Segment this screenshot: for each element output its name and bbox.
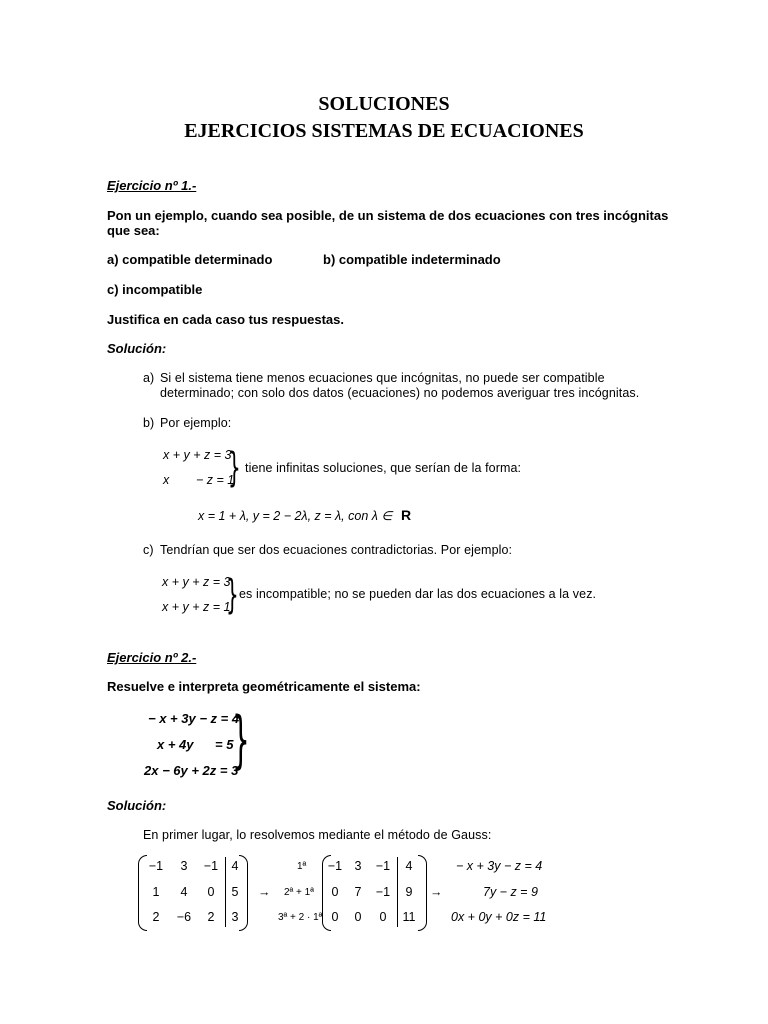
system-equation-2-rhs: = 5 <box>215 737 234 752</box>
answer-a-marker: a) <box>143 371 155 385</box>
matrix-1-cell: −1 <box>203 859 219 873</box>
system-equation-3: 2x − 6y + 2z = 3 <box>144 763 239 778</box>
option-a: a) compatible determinado <box>107 252 273 267</box>
matrix-1-cell: 3 <box>180 859 188 873</box>
exercise-1-statement-line2: que sea: <box>107 223 160 238</box>
answer-c-note: es incompatible; no se pueden dar las dos ecuaciones a la vez. <box>239 587 597 601</box>
answer-c-marker: c) <box>143 543 154 557</box>
answer-b-equation-1: x + y + z = 3 <box>163 448 232 462</box>
matrix-1-cell: 2 <box>207 910 215 924</box>
matrix-2-cell: 7 <box>354 885 362 899</box>
answer-c-text: Tendrían que ser dos ecuaciones contradictorias. Por ejemplo: <box>160 543 513 557</box>
answer-a-line1: Si el sistema tiene menos ecuaciones que incógnitas, no puede ser compatible <box>160 371 605 385</box>
arrow-icon: → <box>258 885 271 899</box>
system-equation-2-lhs: x + 4y <box>157 737 194 752</box>
answer-b-equation-2-x: x <box>163 473 170 487</box>
answer-c-equation-1: x + y + z = 3 <box>162 575 231 589</box>
matrix-1-cell: 4 <box>180 885 188 899</box>
matrix-1-cell: 5 <box>231 885 239 899</box>
exercise-1-statement-line1: Pon un ejemplo, cuando sea posible, de un sistema de dos ecuaciones con tres incógnitas <box>107 208 669 223</box>
matrix-1-cell: 2 <box>152 910 160 924</box>
page-title: SOLUCIONES <box>318 93 450 115</box>
matrix-2-cell: −1 <box>375 859 391 873</box>
matrix-2-cell: 4 <box>405 859 413 873</box>
matrix-2-cell: 0 <box>379 910 387 924</box>
answer-b-note: tiene infinitas soluciones, que serían de la forma: <box>245 461 522 475</box>
result-equation-2: 7y − z = 9 <box>483 885 538 899</box>
option-c: c) incompatible <box>107 282 203 297</box>
answer-b-equation-2-rest: − z = 1 <box>196 473 235 487</box>
answer-c-equation-2: x + y + z = 1 <box>162 600 231 614</box>
matrix-2-cell: 9 <box>405 885 413 899</box>
solution-label-1: Solución: <box>107 341 167 356</box>
row-operation: 2ª + 1ª <box>284 887 314 898</box>
matrix-1-cell: 4 <box>231 859 239 873</box>
matrix-2-cell: 11 <box>402 910 416 924</box>
page-subtitle: EJERCICIOS SISTEMAS DE ECUACIONES <box>184 120 584 142</box>
answer-b-marker: b) <box>143 416 155 430</box>
matrix-1-cell: 0 <box>207 885 215 899</box>
matrix-2-cell: −1 <box>327 859 343 873</box>
result-equation-1: − x + 3y − z = 4 <box>456 859 543 873</box>
answer-a-line2: determinado; con solo dos datos (ecuaciones) no podemos averiguar tres incógnitas. <box>160 386 640 400</box>
matrix-2-cell: 0 <box>331 885 339 899</box>
matrix-2-cell: 0 <box>331 910 339 924</box>
right-brace-icon: } <box>228 445 241 491</box>
matrix-1-cell: −1 <box>148 859 164 873</box>
exercise-1-heading: Ejercicio nº 1.- <box>107 178 197 193</box>
result-equation-3: 0x + 0y + 0z = 11 <box>451 910 547 924</box>
matrix-1-cell: 1 <box>152 885 160 899</box>
right-brace-icon: } <box>232 703 250 776</box>
exercise-2-statement: Resuelve e interpreta geométricamente el sistema: <box>107 679 421 694</box>
exercise-2-heading: Ejercicio nº 2.- <box>107 650 197 665</box>
answer-b-text: Por ejemplo: <box>160 416 232 430</box>
matrix-1-cell: 3 <box>231 910 239 924</box>
system-equation-1: − x + 3y − z = 4 <box>148 711 240 726</box>
solution-label-2: Solución: <box>107 798 167 813</box>
option-b: b) compatible indeterminado <box>323 252 501 267</box>
matrix-2-cell: −1 <box>375 885 391 899</box>
row-operation: 1ª <box>297 861 307 872</box>
right-brace-icon: } <box>226 572 239 618</box>
matrix-2-cell: 0 <box>354 910 362 924</box>
row-operation: 3ª + 2 · 1ª <box>278 912 323 923</box>
matrix-1-cell: −6 <box>176 910 192 924</box>
answer-b-real-set: R <box>401 507 412 523</box>
matrix-2-cell: 3 <box>354 859 362 873</box>
justify-instruction: Justifica en cada caso tus respuestas. <box>107 312 344 327</box>
gauss-intro: En primer lugar, lo resolvemos mediante el método de Gauss: <box>143 828 492 842</box>
answer-b-parametric: x = 1 + λ, y = 2 − 2λ, z = λ, con λ ∈ <box>198 509 393 523</box>
arrow-icon: → <box>430 885 443 899</box>
